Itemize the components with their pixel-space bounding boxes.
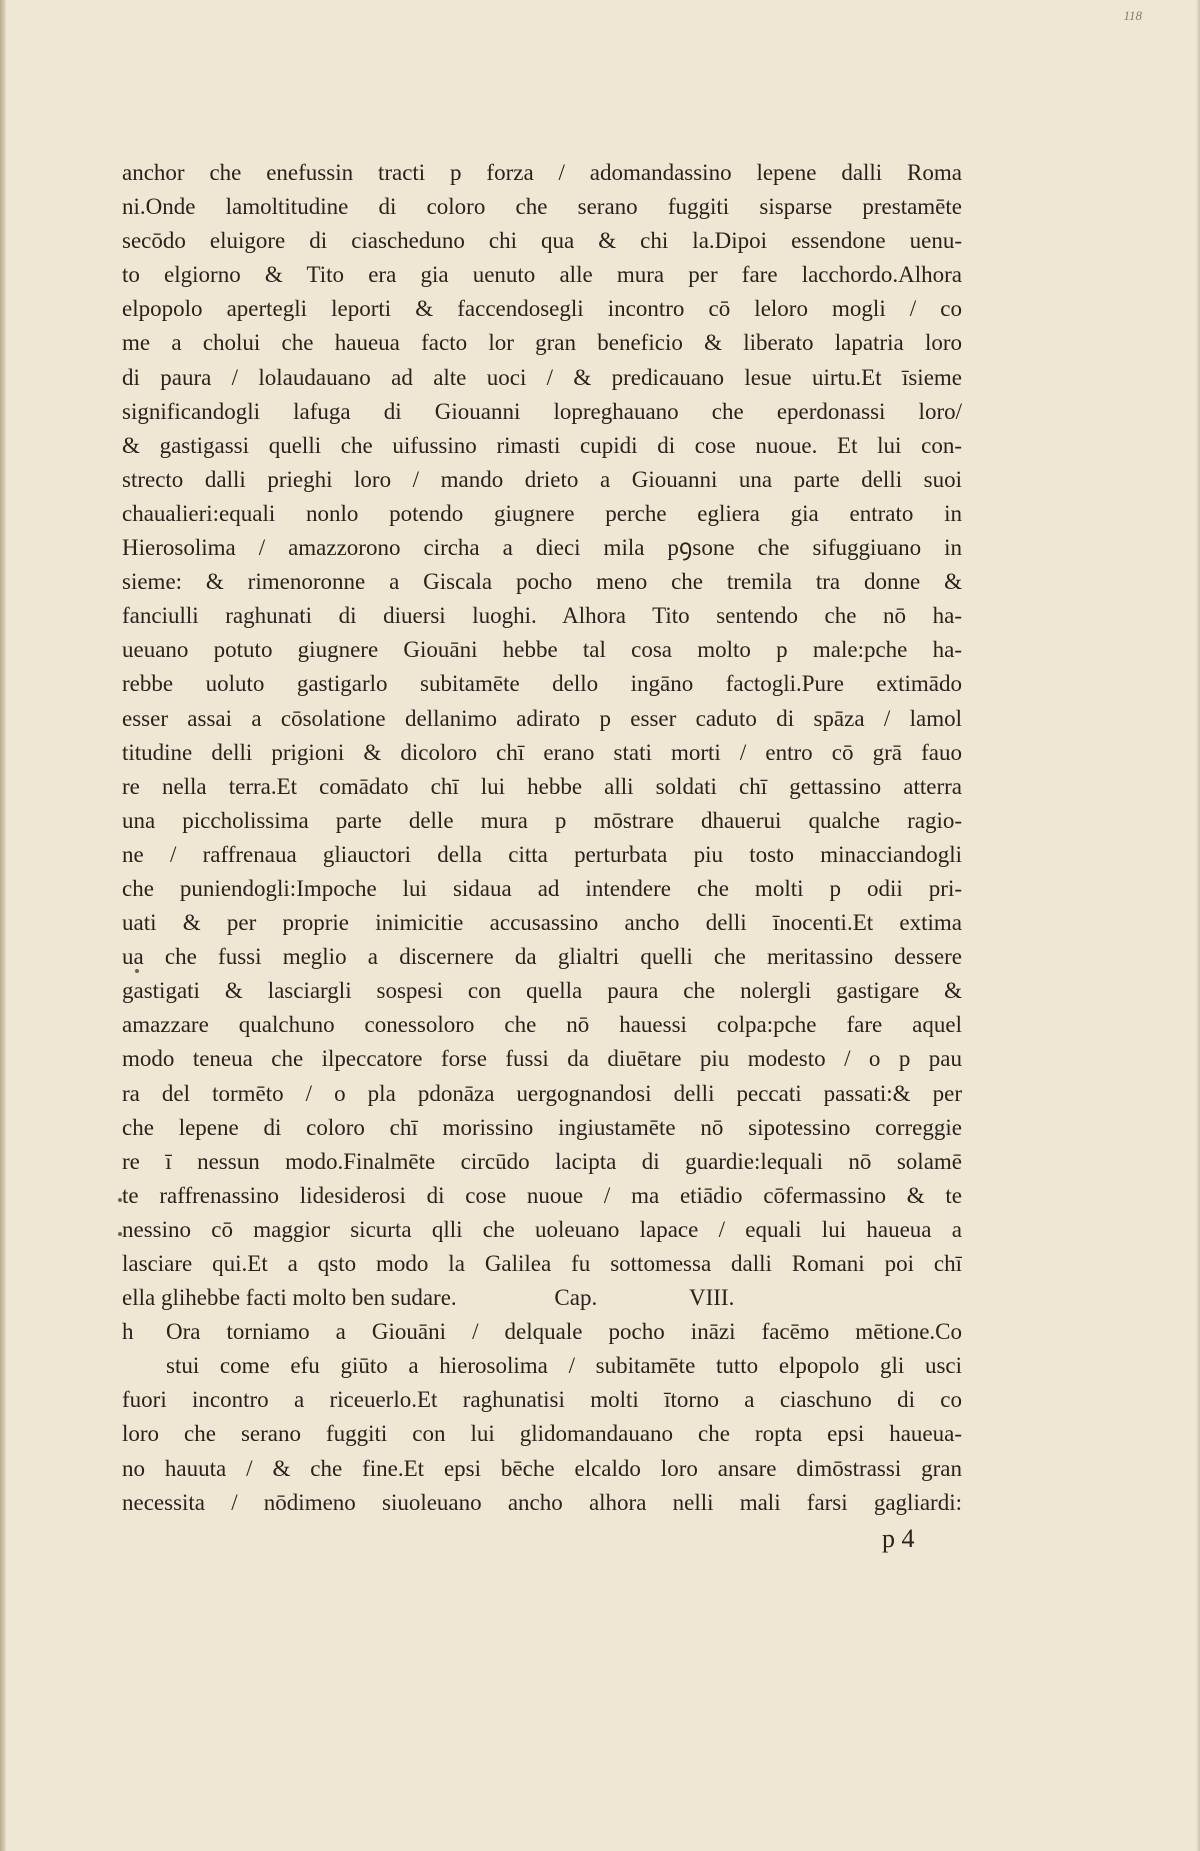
text-line: Ora torniamo a Giouāni / delquale pocho ināzi facēmo mētione.Co: [166, 1319, 962, 1345]
chapter-first-line: [122, 1315, 962, 1349]
text-line: gastigati & lasciargli sospesi con quella paura che nolergli gastigare &: [122, 978, 962, 1004]
text-line: ra del tormēto / o pla pdonāza uergognandosi delli peccati passati:& per: [122, 1080, 962, 1106]
chapter-heading-line: [122, 1281, 962, 1315]
text-line: titudine delli prigioni & dicoloro chī erano stati morti / entro cō grā fauo: [122, 739, 962, 765]
text-line: significandogli lafuga di Giouanni lopreghauano che eperdonassi loro/: [122, 398, 962, 424]
text-line: no hauuta / & che fine.Et epsi bēche elcaldo loro ansare dimōstrassi gran: [122, 1455, 962, 1481]
chapter-number: VIII.: [688, 1285, 735, 1311]
text-line: strecto dalli prieghi loro / mando drieto a Giouanni una parte delli suoi: [122, 466, 962, 492]
text-line: che puniendogli:Impoche lui sidaua ad intendere che molti p odii pri-: [122, 875, 962, 901]
text-line: Hierosolima / amazzorono circha a dieci mila pꝯsone che sifuggiuano in: [122, 535, 962, 561]
text-line: uati & per proprie inimicitie accusassino ancho delli īnocenti.Et extima: [122, 910, 962, 936]
chapter-label: Cap.: [554, 1285, 598, 1311]
text-line: re nella terra.Et comādato chī lui hebbe alli soldati chī gettassino atterra: [122, 773, 962, 799]
text-block: [122, 156, 962, 1520]
folio-number-note: 118: [1123, 8, 1142, 23]
text-line: fanciulli raghunati di diuersi luoghi. Alhora Tito sentendo che nō ha-: [122, 603, 962, 629]
text-line: anchor che enefussin tracti p forza / adomandassino lepene dalli Roma: [122, 160, 962, 185]
text-line: loro che serano fuggiti con lui glidomandauano che ropta epsi haueua-: [122, 1421, 962, 1447]
text-line: stui come efu giūto a hierosolima / subitamēte tutto elpopolo gli usci: [166, 1353, 962, 1379]
text-line: ua che fussi meglio a discernere da glialtri quelli che meritassino dessere: [122, 944, 962, 970]
text-line: necessita / nōdimeno siuoleuano ancho alhora nelli mali farsi gagliardi:: [122, 1489, 962, 1515]
text-line: di paura / lolaudauano ad alte uoci / & predicauano lesue uirtu.Et īsieme: [122, 364, 962, 390]
guide-letter-initial: h: [122, 1319, 134, 1345]
text-line: fuori incontro a riceuerlo.Et raghunatisi molti ītorno a ciaschuno di co: [122, 1387, 962, 1413]
text-line: elpopolo apertegli leporti & faccendosegli incontro cō leloro mogli / co: [122, 296, 962, 322]
page-gutter-shadow: [0, 0, 6, 1851]
text-line: ueuano potuto giugnere Giouāni hebbe tal cosa molto p male:pche ha-: [122, 637, 962, 663]
text-line: re ī nessun modo.Finalmēte circūdo lacipta di guardie:lequali nō solamē: [122, 1148, 962, 1174]
page-edge-right: [1196, 0, 1200, 1851]
text-line: esser assai a cōsolatione dellanimo adirato p esser caduto di spāza / lamol: [122, 705, 962, 731]
text-line: sieme: & rimenoronne a Giscala pocho meno che tremila tra donne &: [122, 569, 962, 595]
text-line: secōdo eluigore di ciascheduno chi qua & chi la.Dipoi essendone uenu-: [122, 228, 962, 254]
text-line: nessino cō maggior sicurta qlli che uoleuano lapace / equali lui haueua a: [122, 1216, 962, 1242]
text-line: lasciare qui.Et a qsto modo la Galilea fu sottomessa dalli Romani poi chī: [122, 1251, 962, 1276]
text-line: ne / raffrenaua gliauctori della citta perturbata piu tosto minacciandogli: [122, 841, 962, 867]
text-line: te raffrenassino lidesiderosi di cose nuoue / ma etiādio cōfermassino & te: [122, 1182, 962, 1208]
text-line: chaualieri:equali nonlo potendo giugnere perche egliera gia entrato in: [122, 500, 962, 526]
text-line: rebbe uoluto gastigarlo subitamēte dello ingāno factogli.Pure extimādo: [122, 671, 962, 697]
text-line: to elgiorno & Tito era gia uenuto alle mura per fare lacchordo.Alhora: [122, 262, 962, 288]
text-line: modo teneua che ilpeccatore forse fussi da diuētare piu modesto / o p pau: [122, 1046, 962, 1072]
text-line-end: ella glihebbe facti molto ben sudare.: [122, 1285, 457, 1311]
text-line: che lepene di coloro chī morissino ingiustamēte nō sipotessino correggie: [122, 1114, 962, 1140]
text-line: amazzare qualchuno conessoloro che nō hauessi colpa:pche fare aquel: [122, 1012, 962, 1038]
text-line: una piccholissima parte delle mura p mōstrare dhauerui qualche ragio-: [122, 807, 962, 833]
text-line: & gastigassi quelli che uifussino rimasti cupidi di cose nuoue. Et lui con-: [122, 432, 962, 458]
text-line: me a cholui che haueua facto lor gran beneficio & liberato lapatria loro: [122, 330, 962, 356]
signature-mark: p 4: [882, 1524, 915, 1553]
text-line: ni.Onde lamoltitudine di coloro che serano fuggiti sisparse prestamēte: [122, 194, 962, 220]
